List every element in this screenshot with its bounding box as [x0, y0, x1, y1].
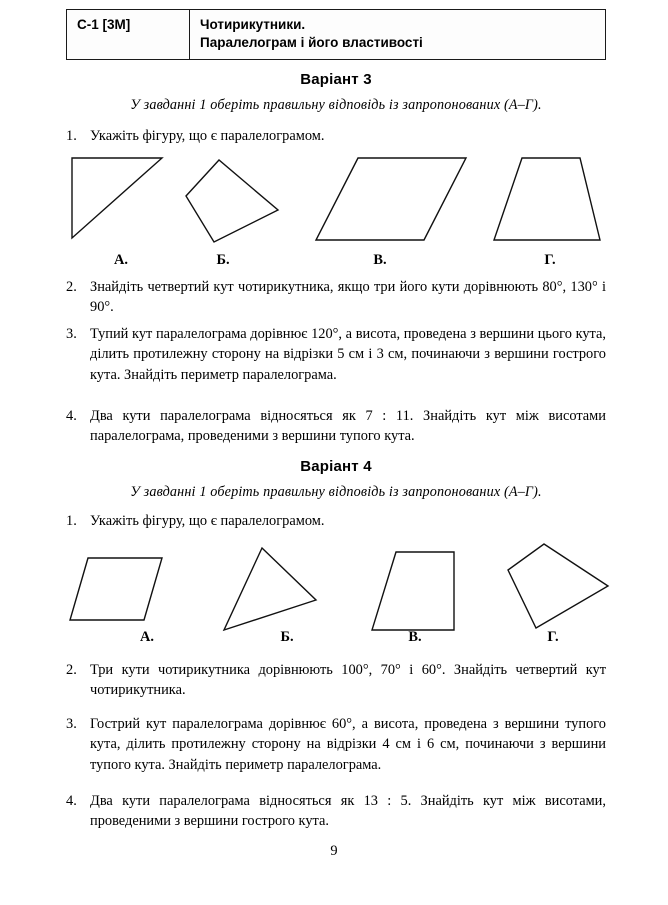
question-number: 1.: [66, 513, 77, 529]
option-label-c: В.: [408, 629, 422, 645]
figure-option-a[interactable]: [72, 158, 162, 238]
variant-3-figures-svg: [66, 152, 606, 252]
option-label-a: А.: [114, 252, 128, 268]
variant-4-question-2: [66, 660, 606, 701]
variant-4-title: Варіант 4: [300, 458, 372, 475]
question-text: Два кути паралелограма відносяться як 13 : 5. Знайдіть кут між висотами, проведеними з вершини гострого кута.: [90, 793, 606, 830]
variant-3-question-2: [66, 277, 606, 318]
question-text: Два кути паралелограма відносяться як 7 : 11. Знайдіть кут між висотами паралелограма, проведеними з вершини тупого кута.: [90, 408, 606, 445]
question-number: 4.: [66, 793, 77, 809]
trapezoid-shape[interactable]: [494, 158, 600, 240]
question-number: 2.: [66, 662, 77, 678]
variant-3-heading-block: [66, 71, 606, 114]
figure-option-b[interactable]: [186, 160, 278, 242]
variant-4-question-1: [66, 511, 606, 531]
variant-3-question-3: [66, 324, 606, 385]
question-text: Знайдіть четвертий кут чотирикутника, якщо три його кути дорівнюють 80°, 130° і 90°.: [90, 279, 606, 316]
question-number: 3.: [66, 716, 77, 732]
question-number: 1.: [66, 128, 77, 144]
variant-4-figures-svg: [66, 538, 606, 638]
parallelogram-shape[interactable]: [316, 158, 466, 240]
irregular-quadrilateral-shape[interactable]: [508, 544, 608, 628]
figure-option-d[interactable]: [494, 158, 600, 240]
variant-3-note: У завданні 1 оберіть правильну відповідь із запропонованих (А–Г).: [130, 97, 542, 113]
variant-4-note: У завданні 1 оберіть правильну відповідь із запропонованих (А–Г).: [130, 484, 542, 500]
worksheet-header-table: [66, 9, 606, 60]
option-label-d: Г.: [544, 252, 556, 268]
page-number: 9: [330, 843, 338, 859]
triangle-shape[interactable]: [224, 548, 316, 630]
worksheet-code: С-1 [3М]: [77, 17, 131, 32]
option-label-b: Б.: [280, 629, 294, 645]
variant-4-heading-block: [66, 458, 606, 501]
table-row: [67, 10, 606, 60]
figure-option-b[interactable]: [224, 548, 316, 630]
variant-4-question-3: [66, 714, 606, 775]
question-text: Тупий кут паралелограма дорівнює 120°, а висота, проведена з вершини цього кута, ділить протилежну сторону на відрізки 5 см і 3 см, починаючи з вершини гострого кута. Знайдіть периметр паралелограма.: [90, 326, 606, 383]
option-label-a: А.: [140, 629, 154, 645]
figure-option-a[interactable]: [70, 558, 162, 620]
variant-3-question-1: [66, 126, 606, 146]
question-text: Гострий кут паралелограма дорівнює 60°, а висота, проведена з вершини тупого кута, ділить протилежну сторону на відрізки 4 см і 6 см, починаючи з вершини тупого кута. Знайдіть периметр паралелограма.: [90, 716, 606, 773]
topic-line-1: Чотирикутники.: [200, 17, 306, 32]
figure-option-d[interactable]: [508, 544, 608, 628]
option-label-b: Б.: [216, 252, 230, 268]
right-triangle-shape[interactable]: [72, 158, 162, 238]
worksheet-code-cell: [67, 10, 190, 60]
option-label-d: Г.: [547, 629, 559, 645]
variant-4-question-4: [66, 791, 606, 832]
variant-3-option-labels: [66, 252, 606, 274]
question-number: 4.: [66, 408, 77, 424]
question-text: Три кути чотирикутника дорівнюють 100°, 70° і 60°. Знайдіть четвертий кут чотирикутника.: [90, 662, 606, 699]
variant-4-option-labels: [66, 629, 606, 651]
option-label-c: В.: [373, 252, 387, 268]
topic-line-2: Паралелограм і його властивості: [200, 34, 423, 50]
variant-3-title: Варіант 3: [300, 71, 372, 88]
question-number: 3.: [66, 326, 77, 342]
right-trapezoid-shape[interactable]: [372, 552, 454, 630]
worksheet-topic-cell: [190, 10, 606, 60]
figure-option-c[interactable]: [372, 552, 454, 630]
question-text: Укажіть фігуру, що є паралелограмом.: [90, 128, 325, 144]
irregular-quadrilateral-shape[interactable]: [186, 160, 278, 242]
question-number: 2.: [66, 279, 77, 295]
parallelogram-shape[interactable]: [70, 558, 162, 620]
figure-option-c[interactable]: [316, 158, 466, 240]
variant-3-question-4: [66, 406, 606, 447]
question-text: Укажіть фігуру, що є паралелограмом.: [90, 513, 325, 529]
